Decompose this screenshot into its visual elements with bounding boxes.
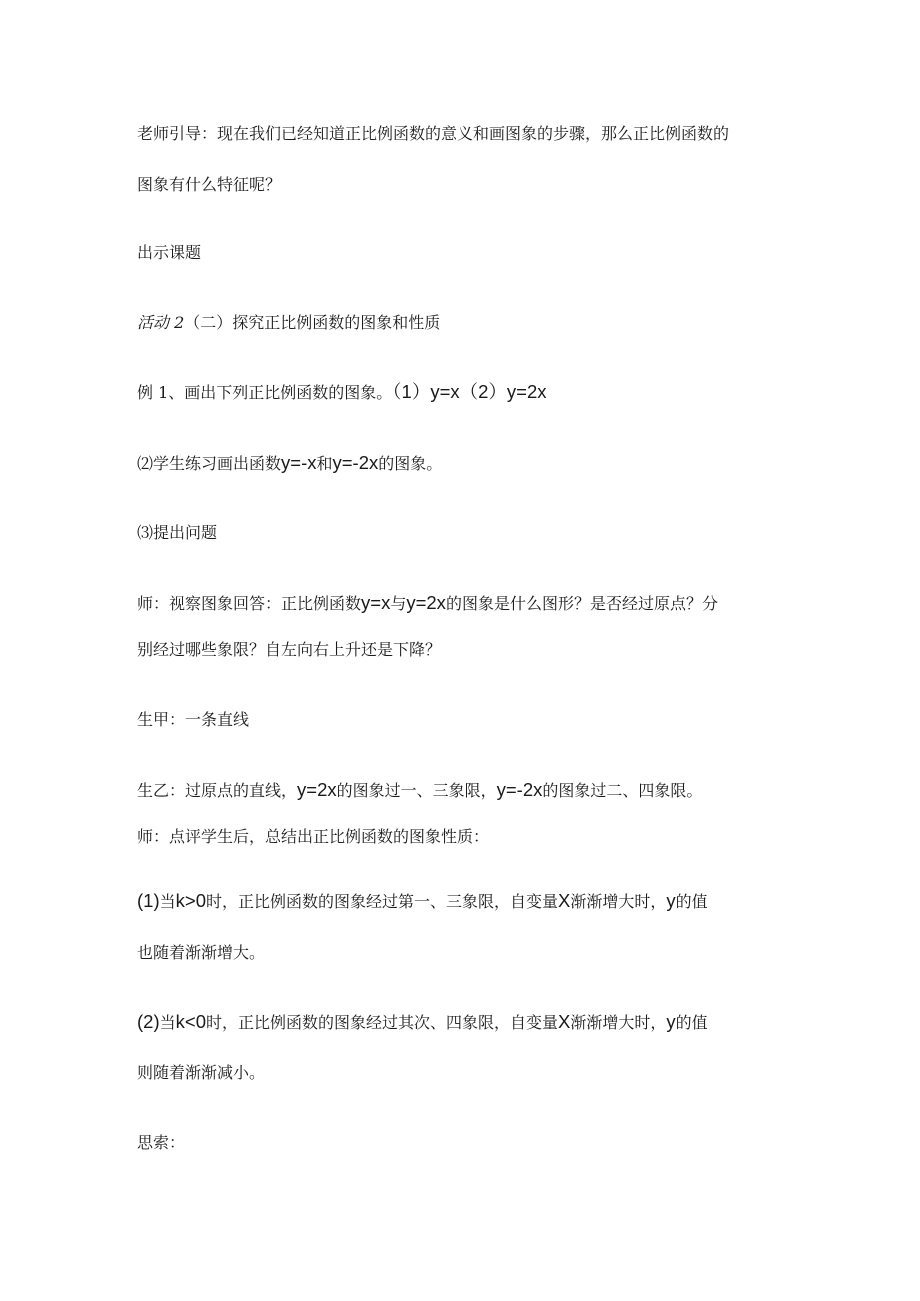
text: 的图象。	[378, 454, 443, 473]
text: 的值	[675, 1013, 708, 1032]
paragraph-teacher-question-line2	[137, 640, 787, 660]
text: ⑵学生练习画出函数	[137, 454, 282, 473]
activity-label: 活动 2	[137, 313, 185, 332]
text: 老师引导：现在我们已经知道正比例函数的意义和画图象的步骤，那么正比例函数的	[137, 124, 730, 143]
list-marker: (2)	[137, 1011, 160, 1032]
text: 也随着渐渐增大。	[137, 943, 266, 962]
text: 时，正比例函数的图象经过其次、四象限，自变量	[205, 1013, 558, 1032]
text: 生乙：过原点的直线，	[137, 781, 298, 800]
formula: y	[666, 1011, 676, 1032]
text: 和	[316, 454, 333, 473]
paragraph-activity-heading	[137, 313, 787, 333]
formula: X	[558, 1011, 571, 1032]
text: 思索：	[137, 1133, 186, 1152]
paragraph-raise-question	[137, 523, 787, 543]
text: 当	[159, 1013, 176, 1032]
paragraph-property-2-line2	[137, 1063, 787, 1083]
text: 则随着渐渐减小。	[137, 1063, 266, 1082]
paragraph-property-1-line2	[137, 943, 787, 963]
paragraph-student-practice	[137, 453, 787, 474]
formula: k>0	[175, 890, 206, 911]
formula: y=-2x	[496, 779, 543, 800]
paragraph-teacher-question-line1	[137, 593, 787, 614]
paragraph-show-topic	[137, 243, 787, 263]
paragraph-student-b	[137, 780, 787, 801]
formula: y=x	[361, 592, 391, 613]
paragraph-teacher-summary	[137, 827, 787, 847]
text: 时，正比例函数的图象经过第一、三象限，自变量	[205, 892, 558, 911]
text: 图象有什么特征呢？	[137, 175, 282, 194]
text: 渐渐增大时，	[570, 1013, 667, 1032]
paragraph-property-2-line1	[137, 1012, 787, 1033]
text: 别经过哪些象限？自左向右上升还是下降？	[137, 640, 442, 659]
paragraph-example-1	[137, 382, 787, 403]
list-marker: (1)	[137, 890, 160, 911]
text: 渐渐增大时，	[570, 892, 667, 911]
formula: y=2x	[297, 779, 337, 800]
paragraph-teacher-guide-line2	[137, 175, 787, 195]
text: 当	[159, 892, 176, 911]
text: ⑶提出问题	[137, 523, 218, 542]
text: 例 1、画出下列正比例函数的图象。	[137, 383, 393, 402]
formula: （1）y=x（2）y=2x	[392, 381, 547, 402]
paragraph-think	[137, 1133, 787, 1153]
text: 的图象过二、四象限。	[542, 781, 703, 800]
formula: y=-2x	[332, 452, 379, 473]
formula: k<0	[175, 1011, 206, 1032]
text: 师：点评学生后，总结出正比例函数的图象性质：	[137, 827, 490, 846]
text: 的图象过一、三象限，	[336, 781, 497, 800]
paragraph-student-a	[137, 710, 787, 730]
paragraph-property-1-line1	[137, 891, 787, 912]
text: 师：视察图象回答：正比例函数	[137, 594, 362, 613]
text: 的值	[675, 892, 708, 911]
formula: y=2x	[406, 592, 446, 613]
paragraph-teacher-guide-line1	[137, 124, 787, 144]
text: 与	[390, 594, 407, 613]
activity-title: （二）探究正比例函数的图象和性质	[184, 313, 441, 332]
text: 出示课题	[137, 243, 202, 262]
formula: X	[558, 890, 571, 911]
formula: y	[666, 890, 676, 911]
formula: y=-x	[281, 452, 317, 473]
text: 的图象是什么图形？是否经过原点？分	[445, 594, 718, 613]
text: 生甲：一条直线	[137, 710, 250, 729]
